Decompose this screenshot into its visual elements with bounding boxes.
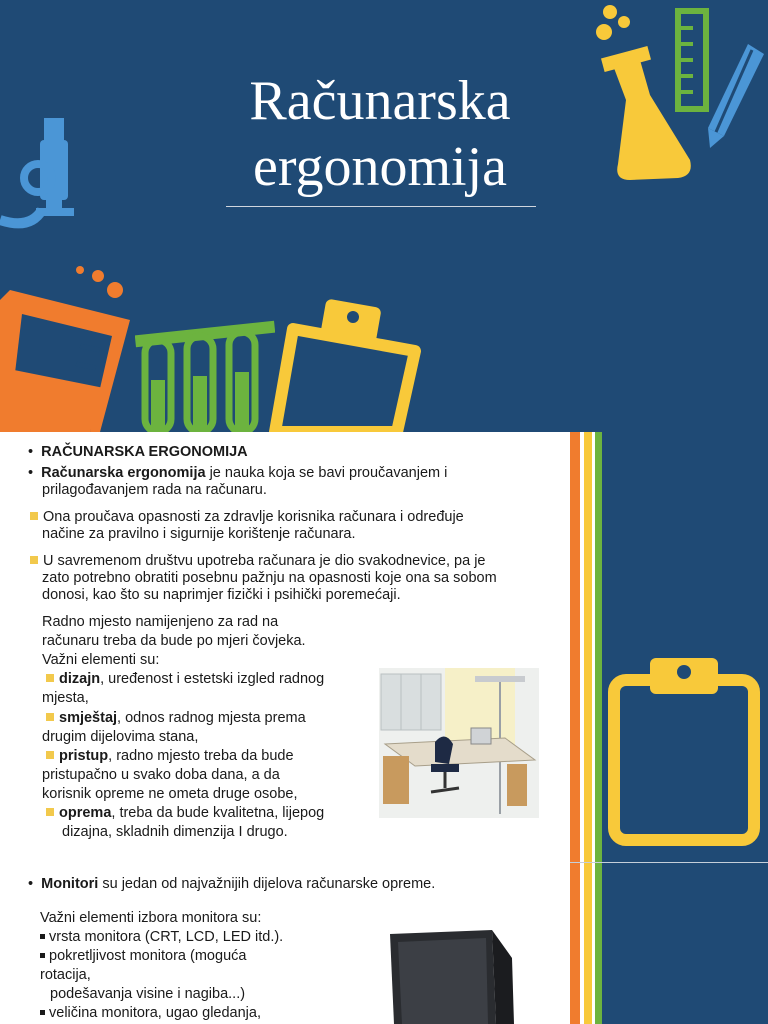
clipboard-icon: [265, 295, 425, 432]
monitor-item-2-line-2: rotacija,: [40, 967, 91, 983]
heading: • RAČUNARSKA ERGONOMIJA: [28, 444, 248, 460]
yellow-stripe: [584, 432, 592, 1024]
definition-line-2: prilagođavanjem rada na računaru.: [42, 482, 267, 498]
bullet-square-icon: [30, 512, 38, 520]
item-oprema: oprema, treba da bude kvalitetna, lijepog: [46, 805, 324, 822]
orange-stripe: [570, 432, 580, 1024]
intro-line-2: računaru treba da bude po mjeri čovjeka.: [42, 633, 306, 649]
title-slide: [0, 0, 768, 432]
bullet-square-icon: [46, 751, 54, 759]
title-line-2: ergonomija: [252, 136, 508, 198]
item-pristup-line-3: korisnik opreme ne ometa druge osobe,: [42, 786, 298, 802]
item-dizajn: dizajn, uređenost i estetski izgled radnog: [46, 671, 324, 688]
pencil-icon: [700, 40, 768, 150]
beaker-icon: [0, 260, 150, 432]
para2-line-3: donosi, kao što su naprimjer fizički i psihički poremećaji.: [42, 587, 401, 603]
title-line-1: Računarska: [249, 70, 511, 132]
title-underline: [226, 206, 536, 207]
monitor-item-1: vrsta monitora (CRT, LCD, LED itd.).: [40, 929, 283, 946]
para2-line-2: zato potrebno obratiti posebnu pažnju na opasnosti koje ona sa sobom: [42, 570, 497, 586]
microscope-icon: [0, 110, 100, 260]
content-slide: [0, 432, 768, 1024]
bullet-square-icon: [46, 674, 54, 682]
intro-line-1: Radno mjesto namijenjeno za rad na: [42, 614, 279, 630]
item-oprema-line-2: dizajna, skladnih dimenzija I drugo.: [62, 824, 288, 840]
test-tubes-icon: [135, 310, 275, 432]
color-stripes: [570, 432, 602, 1024]
para1-line-2: načine za pravilno i sigurnije korištenje računara.: [42, 526, 356, 542]
monitor-intro: Važni elementi izbora monitora su:: [40, 910, 262, 926]
bullet-square-icon: [46, 713, 54, 721]
text-panel: [0, 432, 570, 1024]
bullet-square-icon: [40, 953, 45, 958]
bullet-square-icon: [40, 934, 45, 939]
monitor-item-2-line-3: podešavanja visine i nagiba...): [50, 986, 246, 1002]
definition-line-1: • Računarska ergonomija je nauka koja se bavi proučavanjem i: [28, 465, 448, 481]
item-pristup-line-2: pristupačno u svako doba dana, a da: [42, 767, 280, 783]
bullet-square-icon: [40, 1010, 45, 1015]
divider-line: [570, 862, 768, 863]
monitor-item-2: pokretljivost monitora (moguća: [40, 948, 246, 965]
monitor-item-3: veličina monitora, ugao gledanja,: [40, 1005, 261, 1022]
slide-title: [200, 68, 560, 200]
green-stripe: [595, 432, 602, 1024]
bullet-square-icon: [46, 808, 54, 816]
office-workstation-image: [375, 664, 543, 824]
monitors-line: • Monitori su jedan od najvažnijih dijelova računarske opreme.: [28, 876, 436, 892]
intro-line-3: Važni elementi su:: [42, 652, 160, 668]
item-pristup: pristup, radno mjesto treba da bude: [46, 748, 294, 765]
clipboard-icon: [606, 654, 762, 848]
item-smjestaj: smještaj, odnos radnog mjesta prema: [46, 710, 306, 727]
item-dizajn-line-2: mjesta,: [42, 690, 89, 706]
para2-line-1: U savremenom društvu upotreba računara je dio svakodnevice, pa je: [30, 553, 486, 570]
bullet-square-icon: [30, 556, 38, 564]
para1-line-1: Ona proučava opasnosti za zdravlje korisnika računara i određuje: [30, 509, 464, 526]
monitor-image: [388, 928, 518, 1024]
item-smjestaj-line-2: drugim dijelovima stana,: [42, 729, 199, 745]
